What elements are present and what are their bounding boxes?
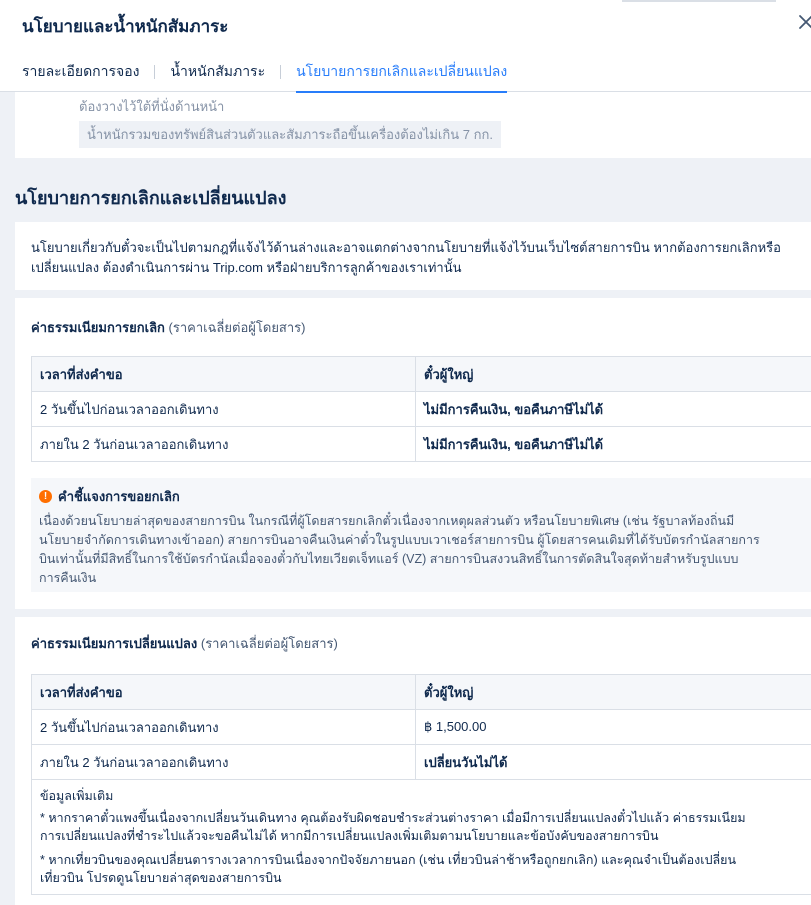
notice-line: นโยบายจำกัดการเดินทางเข้าออก) สายการบินอาจคืนเงินค่าตั๋วในรูปแบบเวาเชอร์สายการบิน ผู้โดยสารคนเดิมที่ได้รับบัตรกำนัลสายการ: [39, 533, 760, 547]
notice-line: การคืนเงิน: [39, 571, 97, 585]
cancellation-fee-card: [15, 298, 811, 609]
tab-booking-details[interactable]: รายละเอียดการจอง: [22, 63, 140, 79]
cancellation-fee-heading: ค่าธรรมเนียมการยกเลิก: [31, 320, 165, 335]
top-strip: [622, 0, 776, 2]
tab-divider: [280, 65, 281, 79]
table-row: [32, 745, 811, 780]
change-fee-card: [15, 617, 811, 905]
additional-info-line: * หากเที่ยวบินของคุณเปลี่ยนตารางเวลาการบินเนื่องจากปัจจัยภายนอก (เช่น เที่ยวบินล่าช้าหรือถูกยกเลิก) และคุณจำเป็นต้องเปลี่ยน: [40, 853, 737, 867]
cancellation-fee-title: [31, 317, 305, 338]
table-cell: เปลี่ยนวันไม่ได้: [416, 745, 811, 780]
additional-info-line: เที่ยวบิน โปรดดูนโยบายล่าสุดของสายการบิน: [40, 871, 282, 885]
additional-info-line: * หากราคาตั๋วแพงขึ้นเนื่องจากเปลี่ยนวันเดินทาง คุณต้องรับผิดชอบชำระส่วนต่างราคา เมื่อมีการเปลี่ยนแปลงตั๋วไปแล้ว ค่าธรรมเนียม: [40, 811, 746, 825]
notice-header: [39, 486, 809, 507]
change-fee-subtitle: (ราคาเฉลี่ยต่อผู้โดยสาร): [200, 636, 338, 651]
column-header-request-time: เวลาที่ส่งคำขอ: [32, 357, 416, 392]
table-cell: ไม่มีการคืนเงิน, ขอคืนภาษีไม่ได้: [416, 392, 811, 427]
additional-info-title: ข้อมูลเพิ่มเติม: [40, 789, 114, 803]
table-cell: ภายใน 2 วันก่อนเวลาออกเดินทาง: [32, 427, 416, 462]
dialog-title: นโยบายและน้ำหนักสัมภาระ: [22, 17, 229, 36]
column-header-adult-ticket: ตั๋วผู้ใหญ่: [416, 357, 811, 392]
baggage-weight-tag: น้ำหนักรวมของทรัพย์สินส่วนตัวและสัมภาระถือขึ้นเครื่องต้องไม่เกิน 7 กก.: [79, 121, 501, 148]
additional-info: [31, 779, 811, 895]
policy-section-title: นโยบายการยกเลิกและเปลี่ยนแปลง: [15, 188, 287, 208]
baggage-note-card: [15, 92, 811, 158]
change-fee-title: [31, 633, 338, 654]
close-icon[interactable]: [794, 10, 811, 34]
column-header-request-time: เวลาที่ส่งคำขอ: [32, 675, 416, 710]
table-row: [32, 710, 811, 745]
table-header-row: [32, 357, 811, 392]
column-header-adult-ticket: ตั๋วผู้ใหญ่: [416, 675, 811, 710]
additional-info-line: การเปลี่ยนแปลงที่ชำระไปแล้วจะขอคืนไม่ได้ หากมีการเปลี่ยนแปลงเพิ่มเติมตามนโยบายและข้อบังคับของสายการบิน: [40, 829, 659, 843]
cancellation-notice: [31, 478, 811, 592]
table-cell: ภายใน 2 วันก่อนเวลาออกเดินทาง: [32, 745, 416, 780]
table-cell: ไม่มีการคืนเงิน, ขอคืนภาษีไม่ได้: [416, 427, 811, 462]
tab-baggage[interactable]: น้ำหนักสัมภาระ: [170, 63, 266, 79]
dialog-header: [0, 0, 811, 92]
notice-title: คำชี้แจงการขอยกเลิก: [58, 489, 180, 504]
cancellation-fee-subtitle: (ราคาเฉลี่ยต่อผู้โดยสาร): [168, 320, 306, 335]
table-row: [32, 427, 811, 462]
tab-cancellation-policy[interactable]: นโยบายการยกเลิกและเปลี่ยนแปลง: [296, 61, 507, 93]
notice-body: [39, 512, 809, 588]
change-fee-heading: ค่าธรรมเนียมการเปลี่ยนแปลง: [31, 636, 198, 651]
table-cell: ฿ 1,500.00: [416, 710, 811, 745]
cancellation-fee-table: [31, 356, 811, 462]
tab-divider: [154, 65, 155, 79]
notice-line: บินเท่านั้นที่มีสิทธิ์ในการใช้บัตรกำนัลเมื่อจองตั๋วกับไทยเวียตเจ็ทแอร์ (VZ) สายการบินสงวนสิทธิ์ในการตัดสินใจสุดท้ายสำหรับรูปแบบ: [39, 552, 739, 566]
tab-bar: [22, 61, 507, 93]
change-fee-table: [31, 674, 811, 780]
notice-line: เนื่องด้วยนโยบายล่าสุดของสายการบิน ในกรณีที่ผู้โดยสารยกเลิกตั๋วเนื่องจากเหตุผลส่วนตัว หรือนโยบายพิเศษ (เช่น รัฐบาลท้องถิ่นมี: [39, 514, 735, 528]
baggage-note-line: ต้องวางไว้ใต้ที่นั่งด้านหน้า: [79, 99, 225, 114]
table-cell: 2 วันขึ้นไปก่อนเวลาออกเดินทาง: [32, 710, 416, 745]
policy-intro-card: [15, 222, 811, 290]
policy-intro-text: นโยบายเกี่ยวกับตั๋วจะเป็นไปตามกฎที่แจ้งไว้ด้านล่างและอาจแตกต่างจากนโยบายที่แจ้งไว้บนเว็บไซต์สายการบิน หากต้องการยกเลิกหรือเปลี่ยนแปลง ต้องดำเนินการผ่าน Trip.com หรือฝ่ายบริการลูกค้าของเราเท่านั้น: [31, 240, 781, 275]
warning-icon: !: [39, 490, 52, 503]
table-header-row: [32, 675, 811, 710]
table-cell: 2 วันขึ้นไปก่อนเวลาออกเดินทาง: [32, 392, 416, 427]
table-row: [32, 392, 811, 427]
